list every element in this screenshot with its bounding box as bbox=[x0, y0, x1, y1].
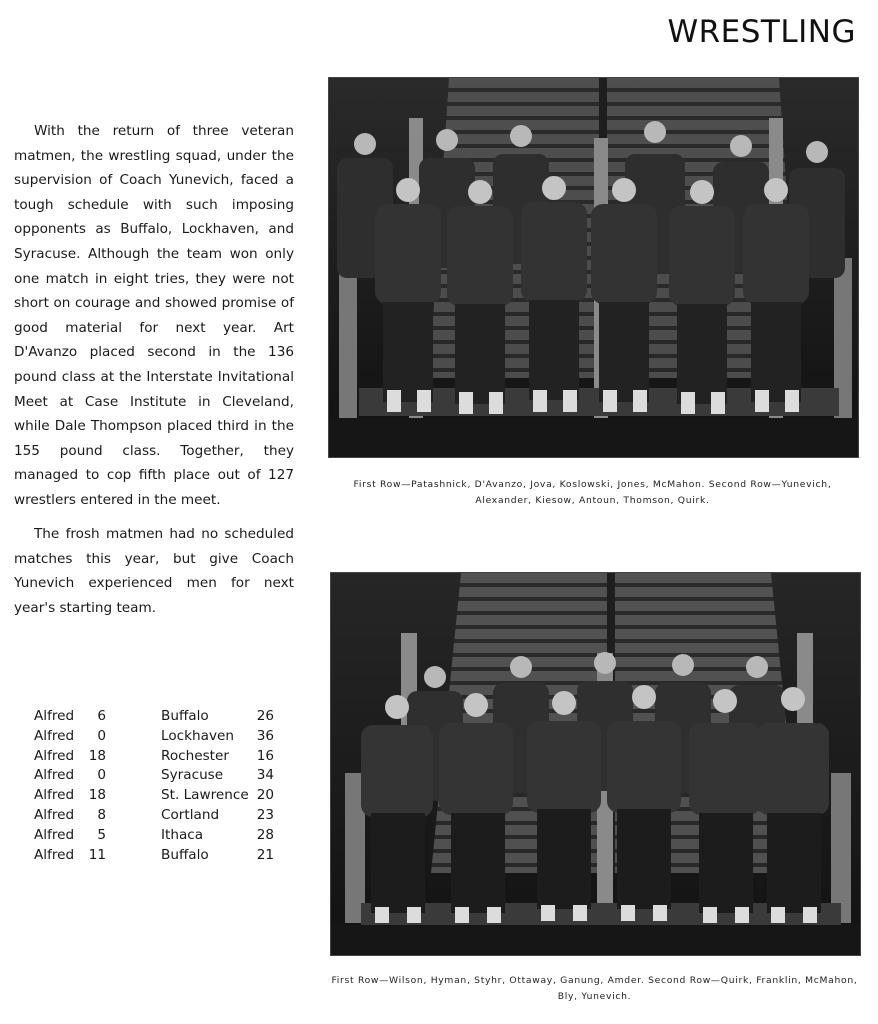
opponent-name: Ithaca bbox=[161, 826, 204, 843]
score-row bbox=[34, 727, 294, 747]
opponent-score: 20 bbox=[256, 787, 274, 804]
team-score: 6 bbox=[97, 708, 106, 724]
varsity-photo-illustration bbox=[329, 78, 858, 457]
opponent-name: Lockhaven bbox=[161, 727, 234, 744]
opponent-name: St. Lawrence bbox=[161, 787, 249, 804]
frosh-team-photo bbox=[330, 572, 861, 956]
team-name: Alfred bbox=[34, 846, 75, 863]
frosh-photo-caption: First Row—Wilson, Hyman, Styhr, Ottaway, Ganung, Amder. Second Row—Quirk, Franklin, McMahon, Bly, Yunevich. bbox=[331, 975, 858, 1002]
opponent-score: 26 bbox=[256, 708, 274, 724]
team-name: Alfred bbox=[34, 806, 75, 823]
team-name: Alfred bbox=[34, 787, 75, 804]
opponent-name: Buffalo bbox=[161, 846, 209, 863]
score-row bbox=[34, 846, 294, 866]
score-row bbox=[34, 747, 294, 767]
opponent-score: 16 bbox=[256, 747, 274, 764]
opponent-score: 34 bbox=[256, 767, 274, 784]
article-paragraph-2: The frosh matmen had no scheduled matches this year, but give Coach Yunevich experienced men for next year's starting team. bbox=[14, 526, 294, 616]
varsity-team-photo bbox=[328, 77, 859, 458]
team-name: Alfred bbox=[34, 826, 75, 843]
team-score: 5 bbox=[97, 826, 106, 843]
team-score: 18 bbox=[88, 747, 106, 764]
team-name: Alfred bbox=[34, 767, 75, 784]
frosh-photo-illustration bbox=[331, 573, 860, 955]
team-score: 0 bbox=[97, 727, 106, 744]
score-row bbox=[34, 766, 294, 786]
opponent-name: Rochester bbox=[161, 747, 229, 764]
varsity-photo-caption: First Row—Patashnick, D'Avanzo, Jova, Koslowski, Jones, McMahon. Second Row—Yunevich, Alexander, Kiesow, Antoun, Thomson, Quirk. bbox=[353, 479, 832, 506]
score-row bbox=[34, 806, 294, 826]
team-score: 18 bbox=[88, 787, 106, 804]
score-row bbox=[34, 826, 294, 846]
season-scores-list bbox=[34, 707, 294, 865]
opponent-name: Buffalo bbox=[161, 708, 209, 724]
opponent-score: 21 bbox=[256, 846, 274, 863]
article-paragraph-1: With the return of three veteran matmen, the wrestling squad, under the supervision of Coach Yunevich, faced a tough schedule with such imposing opponents as Buffalo, Lockhaven, and Syracuse. Although the team won only one match in eight tries, they were not short on courage and showed promise of good material for next year. Art D'Avanzo placed second in the 136 pound class at the Interstate Invitational Meet at Case Institute in Cleveland, while Dale Thompson placed third in the 155 pound class. Together, they managed to cop fifth place out of 127 wrestlers entered in the meet. bbox=[14, 123, 294, 508]
opponent-name: Cortland bbox=[161, 806, 220, 823]
page-title: WRESTLING bbox=[667, 14, 856, 50]
team-score: 8 bbox=[97, 806, 106, 823]
team-name: Alfred bbox=[34, 708, 75, 724]
team-score: 11 bbox=[88, 846, 106, 863]
opponent-score: 23 bbox=[256, 806, 274, 823]
score-row bbox=[34, 707, 294, 727]
opponent-score: 28 bbox=[256, 826, 274, 843]
team-name: Alfred bbox=[34, 747, 75, 764]
opponent-name: Syracuse bbox=[161, 767, 224, 784]
opponent-score: 36 bbox=[256, 727, 274, 744]
score-row bbox=[34, 786, 294, 806]
team-score: 0 bbox=[97, 767, 106, 784]
team-name: Alfred bbox=[34, 727, 75, 744]
